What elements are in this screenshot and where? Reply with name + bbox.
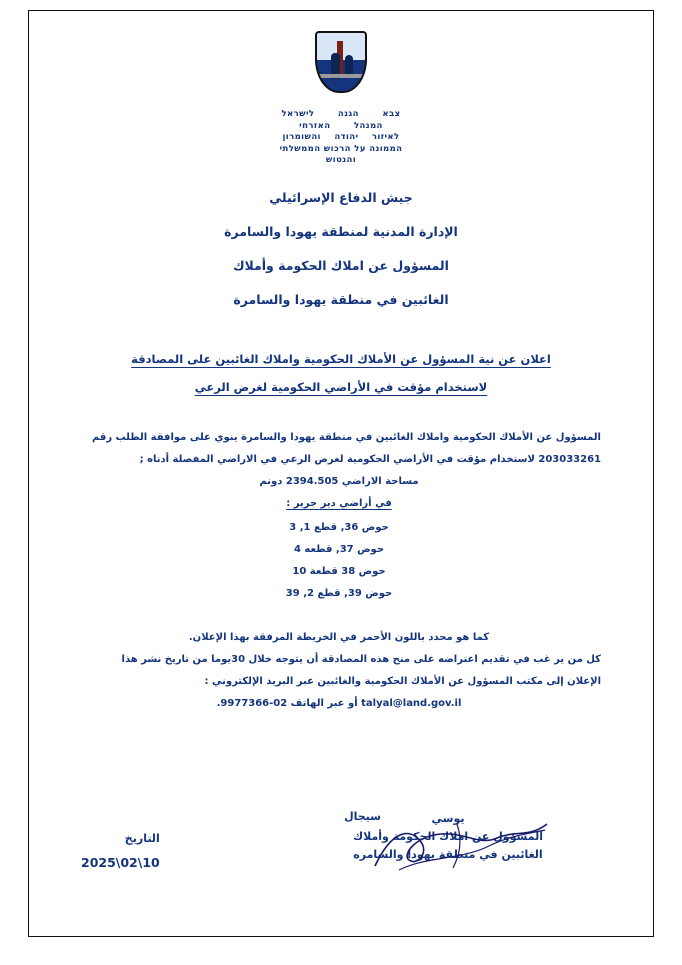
arabic-header-line-1: جيش الدفاع الإسرائيلي bbox=[269, 190, 413, 205]
signature-official bbox=[333, 810, 563, 864]
page-outer-border bbox=[28, 10, 654, 937]
signature-title-line-2: الغائبين في منطقة يهودا والسامره bbox=[353, 848, 543, 861]
title-line-2: لاستخدام مؤقت في الأراضي الحكومية لغرض الرعي bbox=[194, 380, 488, 394]
notes-block bbox=[77, 627, 601, 715]
page-inner-area bbox=[37, 17, 645, 928]
note-map-reference: كما هو محدد باللون الأحمر في الخريطة المرفقة بهذا الإعلان. bbox=[188, 632, 490, 643]
hebrew-header-line-2: המנהל האזרחי bbox=[299, 120, 383, 131]
note-objection-line-2: الإعلان إلى مكتب المسؤول عن الأملاك الحكومية والغائبين عبر البريد الإلكتروني : bbox=[204, 676, 601, 687]
emblem-container bbox=[37, 31, 645, 93]
land-area-line: مساحة الاراضي 2394.505 دونم bbox=[259, 476, 419, 487]
parcel-list bbox=[77, 517, 601, 605]
arabic-header bbox=[63, 181, 619, 317]
date-block bbox=[81, 832, 160, 870]
hebrew-header-line-3: לאיזור יהודה והשומרון bbox=[282, 132, 400, 142]
arabic-header-line-2: الإدارة المدنية لمنطقة يهودا والسامرة bbox=[224, 224, 458, 239]
title-line-1: اعلان عن نية المسؤول عن الأملاك الحكومية واملاك الغائبين على المصادقة bbox=[131, 352, 551, 366]
page-title bbox=[63, 345, 619, 401]
hebrew-header-line-4: הממונה על הרכוש הממשלתי bbox=[279, 143, 403, 154]
arabic-header-line-3: المسؤول عن املاك الحكومة وأملاك bbox=[233, 258, 449, 273]
list-item: حوض 37, قطعه 4 bbox=[293, 544, 385, 555]
note-objection-line-1: كل من ير غب في تقديم اعتراضه على منح هذه المصادقة أن يتوجه خلال 30يوما من تاريخ نشر هذا bbox=[121, 654, 601, 665]
israel-civil-administration-emblem-icon bbox=[315, 31, 367, 93]
contact-line: talyal@land.gov.il أو عبر الهاتف 02-9977366. bbox=[216, 698, 462, 709]
hebrew-header bbox=[37, 109, 645, 167]
locality-subtitle: في أراضي دير جرير : bbox=[286, 498, 392, 509]
list-item: حوض 36, قطع 1, 3 bbox=[289, 522, 389, 533]
shield-icon bbox=[315, 31, 367, 93]
document-body bbox=[63, 427, 619, 715]
date-value: 2025\02\10 bbox=[81, 855, 160, 870]
list-item: حوض 38 قطعة 10 bbox=[292, 566, 386, 577]
body-paragraph-1-line-2: 203033261 لاستخدام مؤقت في الأراضي الحكومية لغرض الرعي في الاراضي المفصلة أدناه ; bbox=[139, 454, 601, 465]
signature-name-primary: يوسي bbox=[431, 812, 465, 825]
body-paragraph-1-line-1: المسؤول عن الأملاك الحكومية واملاك الغائبين في منطقة يهودا والسامرة ينوي على موافقة الطلب رقم bbox=[91, 432, 601, 443]
hebrew-header-line-5: והנטוש bbox=[325, 155, 357, 165]
date-label: التاريخ bbox=[124, 832, 160, 845]
list-item: حوض 39, قطع 2, 39 bbox=[285, 588, 393, 599]
arabic-header-line-4: الغائبين في منطقة يهودا والسامرة bbox=[233, 292, 449, 307]
emblem-band bbox=[317, 74, 365, 78]
signature-name-secondary: سيجال bbox=[344, 810, 381, 823]
hebrew-header-line-1: צבא הגנה לישראל bbox=[281, 109, 401, 119]
signature-title-line-1: المسؤول عن املاك الحكومة وأملاك bbox=[353, 830, 543, 843]
